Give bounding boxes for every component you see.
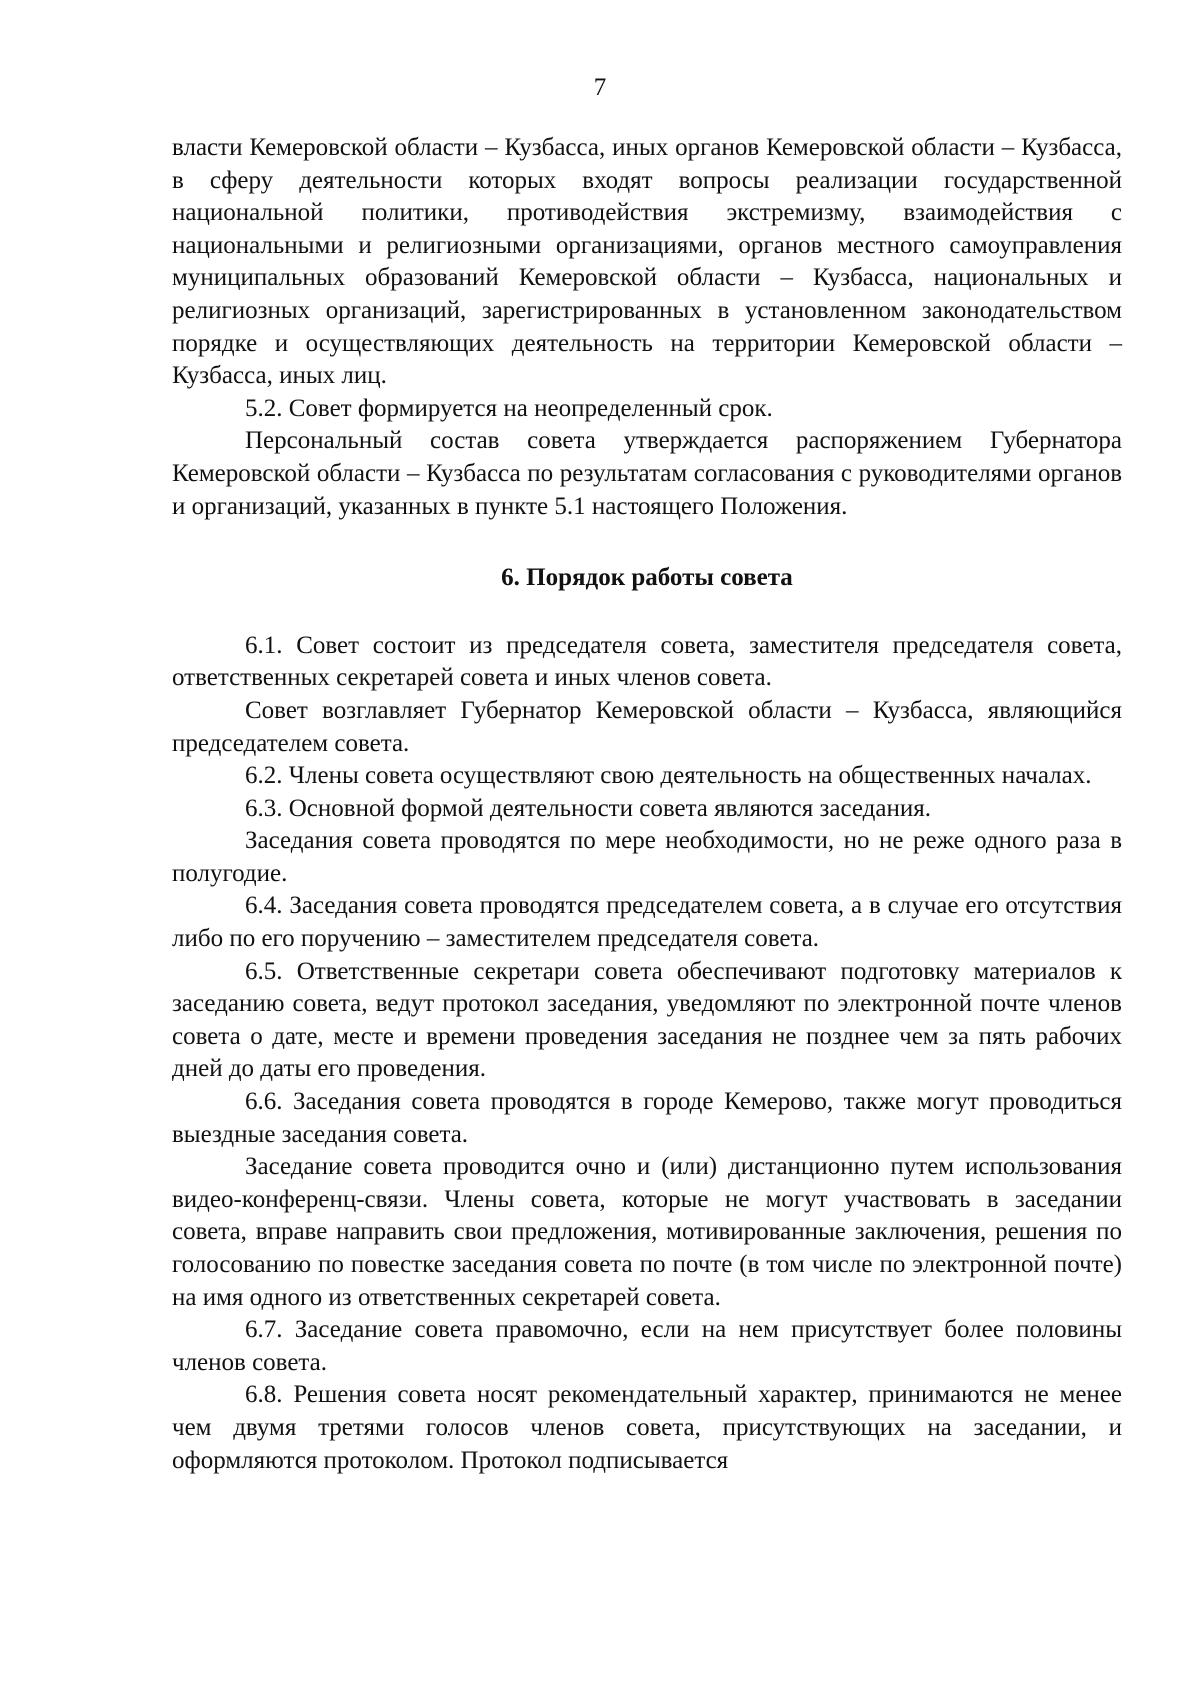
paragraph-continuation: власти Кемеровской области – Кузбасса, иных органов Кемеровской области – Кузбасса, в сферу деятельности которых входят вопросы реализации государственной национальной политики, противодействия экстремизму, взаимодействия с национальными и религиозными организациями, органов местного самоуправления муниципальных образований Кемеровской области – Кузбасса, национальных и религиозных организаций, зарегистрированных в установленном законодательством порядке и осуществляющих деятельность на территории Кемеровской области – Кузбасса, иных лиц. <box>172 134 1122 390</box>
paragraph-meeting-frequency: Заседания совета проводятся по мере необходимости, но не реже одного раза в полугодие. <box>172 827 1122 887</box>
paragraph-chairman: Совет возглавляет Губернатор Кемеровской области – Кузбасса, являющийся председателем совета. <box>172 696 1122 757</box>
paragraph-6-4: 6.4. Заседания совета проводятся председателем совета, а в случае его отсутствия либо по его поручению – заместителем председателя совета. <box>172 892 1122 953</box>
paragraph-personal-composition: Персональный состав совета утверждается распоряжением Губернатора Кемеровской области – Кузбасса по результатам согласования с руководителями органов и организаций, указанных в пункте 5.1 настоящего Положения. <box>172 427 1122 520</box>
section-heading: 6. Порядок работы совета <box>501 564 793 592</box>
paragraph-6-7: 6.7. Заседание совета правомочно, если на нем присутствует более половины членов совета. <box>172 1316 1122 1376</box>
paragraph-6-8: 6.8. Решения совета носят рекомендательный характер, принимаются не менее чем двумя третями голосов членов совета, присутствующих на заседании, и оформляются протоколом. Протокол подписывается <box>172 1381 1122 1474</box>
paragraph-6-2: 6.2. Члены совета осуществляют свою деятельность на общественных началах. <box>245 762 1092 790</box>
paragraph-6-1: 6.1. Совет состоит из председателя совета, заместителя председателя совета, ответственных секретарей совета и иных членов совета. <box>172 631 1122 692</box>
document-body <box>172 132 1122 1477</box>
paragraph-6-6: 6.6. Заседания совета проводятся в городе Кемерово, также могут проводиться выездные заседания совета. <box>172 1088 1122 1148</box>
page-number: 7 <box>593 74 607 101</box>
paragraph-5-2: 5.2. Совет формируется на неопределенный срок. <box>245 394 773 422</box>
paragraph-6-3: 6.3. Основной формой деятельности совета являются заседания. <box>245 794 931 822</box>
paragraph-6-5: 6.5. Ответственные секретари совета обеспечивают подготовку материалов к заседанию совета, ведут протокол заседания, уведомляют по электронной почте членов совета о дате, месте и времени проведения заседания не позднее чем за пять рабочих дней до даты его проведения. <box>172 957 1122 1083</box>
paragraph-meeting-format: Заседание совета проводится очно и (или) дистанционно путем использования видео-конференц-связи. Члены совета, которые не могут участвовать в заседании совета, вправе направить свои предложения, мотивированные заключения, решения по голосованию по повестке заседания совета по почте (в том числе по электронной почте) на имя одного из ответственных секретарей совета. <box>172 1153 1122 1311</box>
